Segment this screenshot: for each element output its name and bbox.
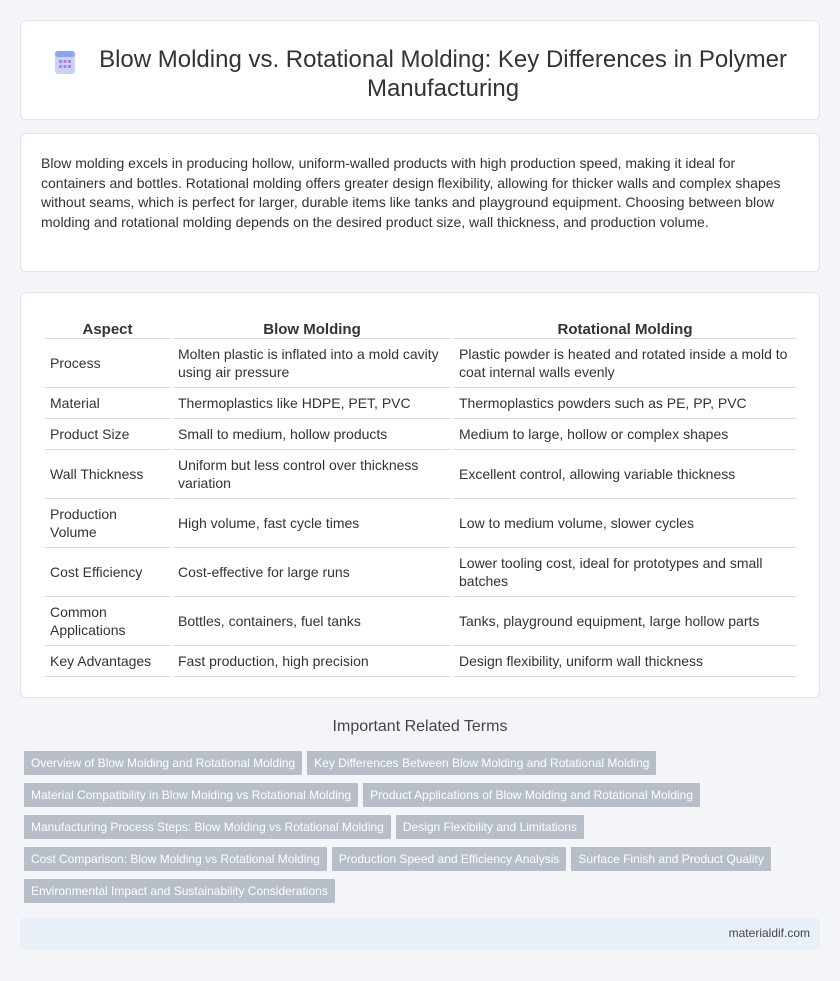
table-header-row — [45, 315, 796, 339]
related-term-link[interactable]: Product Applications of Blow Molding and Rotational Molding — [363, 783, 700, 807]
rotational-molding-cell: Lower tooling cost, ideal for prototypes and small batches — [454, 548, 796, 597]
rotational-molding-cell: Tanks, playground equipment, large hollow parts — [454, 597, 796, 646]
comparison-table-card — [20, 292, 820, 698]
footer — [20, 918, 820, 950]
tag-row — [24, 783, 814, 815]
aspect-cell: Key Advantages — [45, 646, 170, 677]
blow-molding-cell: High volume, fast cycle times — [173, 499, 451, 548]
blow-molding-cell: Fast production, high precision — [173, 646, 451, 677]
document-grid-icon — [52, 49, 78, 75]
related-term-link[interactable]: Cost Comparison: Blow Molding vs Rotational Molding — [24, 847, 327, 871]
rotational-molding-cell: Design flexibility, uniform wall thickness — [454, 646, 796, 677]
tag-row — [24, 751, 814, 783]
rotational-molding-cell: Medium to large, hollow or complex shapes — [454, 419, 796, 450]
table-row — [45, 388, 796, 419]
aspect-cell: Cost Efficiency — [45, 548, 170, 597]
table-row — [45, 339, 796, 388]
aspect-cell: Wall Thickness — [45, 450, 170, 499]
related-term-link[interactable]: Surface Finish and Product Quality — [571, 847, 770, 871]
footer-site-link[interactable]: materialdif.com — [728, 926, 810, 940]
blow-molding-cell: Uniform but less control over thickness variation — [173, 450, 451, 499]
table-row — [45, 548, 796, 597]
tag-row — [24, 879, 814, 911]
column-header-blow-molding: Blow Molding — [173, 315, 451, 339]
blow-molding-cell: Thermoplastics like HDPE, PET, PVC — [173, 388, 451, 419]
aspect-cell: Production Volume — [45, 499, 170, 548]
aspect-cell: Material — [45, 388, 170, 419]
page-title: Blow Molding vs. Rotational Molding: Key Differences in Polymer Manufacturing — [99, 46, 787, 102]
related-term-link[interactable]: Environmental Impact and Sustainability Considerations — [24, 879, 335, 903]
tag-row — [24, 815, 814, 847]
comparison-table — [42, 315, 799, 677]
table-row — [45, 597, 796, 646]
related-term-link[interactable]: Overview of Blow Molding and Rotational Molding — [24, 751, 302, 775]
aspect-cell: Common Applications — [45, 597, 170, 646]
related-term-link[interactable]: Production Speed and Efficiency Analysis — [332, 847, 567, 871]
rotational-molding-cell: Low to medium volume, slower cycles — [454, 499, 796, 548]
blow-molding-cell: Small to medium, hollow products — [173, 419, 451, 450]
table-row — [45, 419, 796, 450]
rotational-molding-cell: Thermoplastics powders such as PE, PP, PVC — [454, 388, 796, 419]
tag-row — [24, 847, 814, 879]
intro-card — [20, 133, 820, 272]
related-terms-heading: Important Related Terms — [332, 718, 508, 735]
intro-paragraph: Blow molding excels in producing hollow, uniform-walled products with high production speed, making it ideal for containers and bottles. Rotational molding offers greater design flexibility, allowing for thicker walls and complex shapes without seams, which is perfect for larger, durable items like tanks and playground equipment. Choosing between blow molding and rotational molding depends on the desired product size, wall thickness, and production volume. — [41, 155, 781, 230]
rotational-molding-cell: Excellent control, allowing variable thickness — [454, 450, 796, 499]
related-term-link[interactable]: Material Compatibility in Blow Molding vs Rotational Molding — [24, 783, 358, 807]
related-terms-list — [24, 751, 814, 911]
header-card — [20, 20, 820, 120]
related-term-link[interactable]: Key Differences Between Blow Molding and Rotational Molding — [307, 751, 656, 775]
blow-molding-cell: Cost-effective for large runs — [173, 548, 451, 597]
table-row — [45, 646, 796, 677]
blow-molding-cell: Bottles, containers, fuel tanks — [173, 597, 451, 646]
table-row — [45, 499, 796, 548]
blow-molding-cell: Molten plastic is inflated into a mold cavity using air pressure — [173, 339, 451, 388]
aspect-cell: Product Size — [45, 419, 170, 450]
aspect-cell: Process — [45, 339, 170, 388]
related-term-link[interactable]: Manufacturing Process Steps: Blow Molding vs Rotational Molding — [24, 815, 391, 839]
rotational-molding-cell: Plastic powder is heated and rotated inside a mold to coat internal walls evenly — [454, 339, 796, 388]
table-row — [45, 450, 796, 499]
related-term-link[interactable]: Design Flexibility and Limitations — [396, 815, 584, 839]
column-header-aspect: Aspect — [45, 315, 170, 339]
column-header-rotational-molding: Rotational Molding — [454, 315, 796, 339]
